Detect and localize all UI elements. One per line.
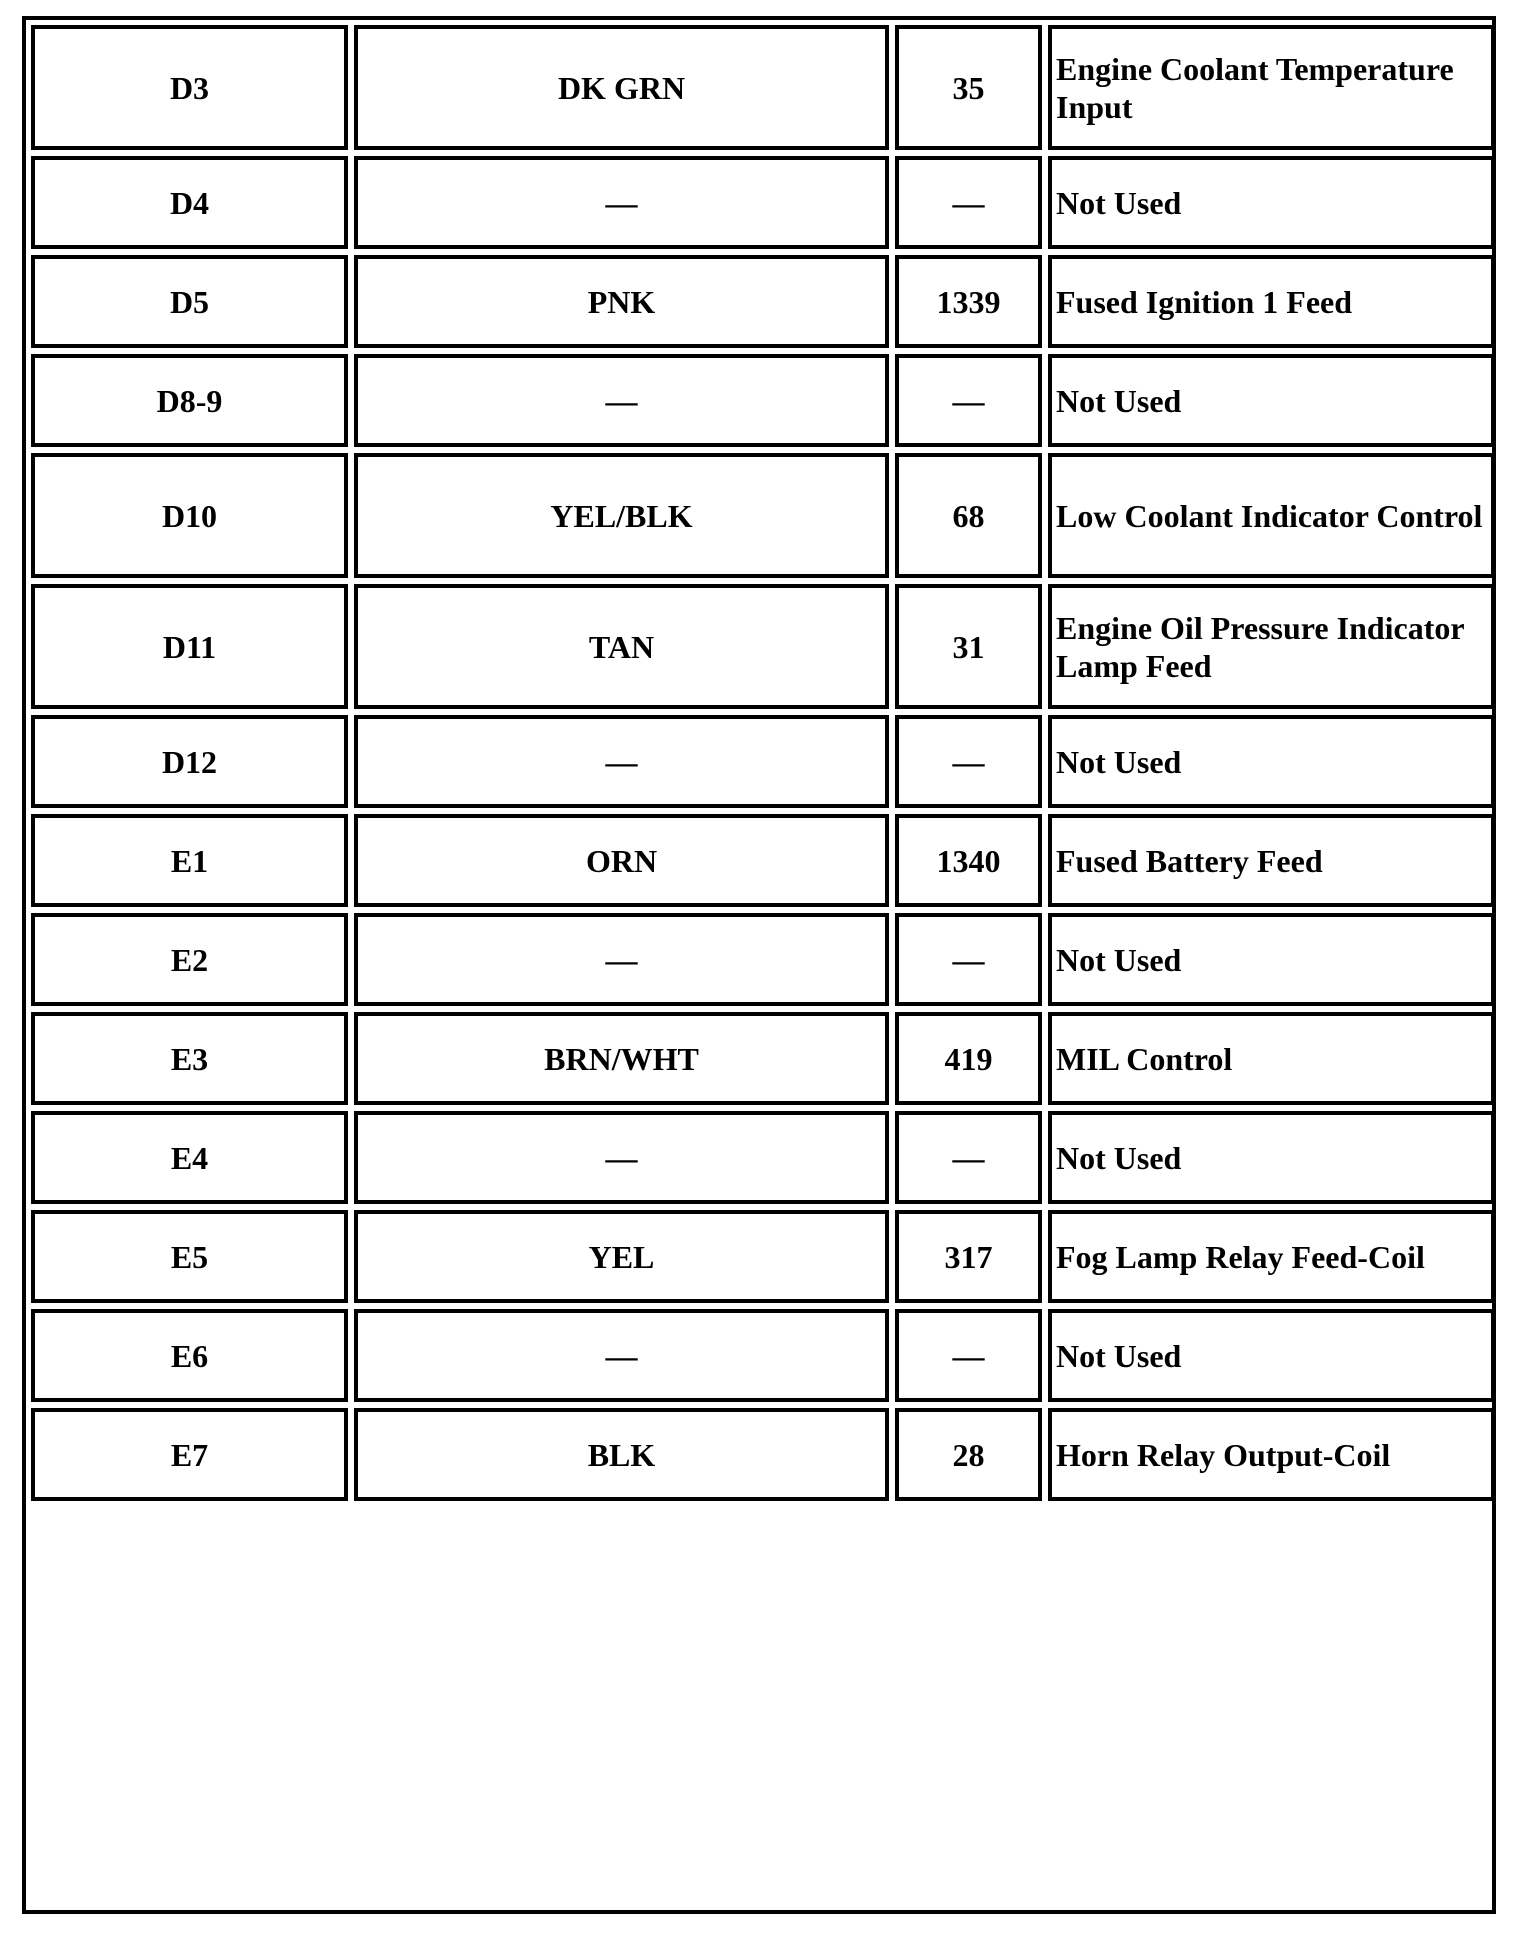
pin-cell: D3 [31, 25, 348, 150]
function-cell: Not Used [1048, 1309, 1495, 1402]
function-cell: MIL Control [1048, 1012, 1495, 1105]
pin-cell: D10 [31, 453, 348, 578]
wire-color-cell: DK GRN [354, 25, 889, 150]
circuit-number-cell: — [895, 1309, 1042, 1402]
table-row [31, 156, 1495, 249]
wire-color-cell: — [354, 354, 889, 447]
function-cell: Fog Lamp Relay Feed-Coil [1048, 1210, 1495, 1303]
table-body [31, 25, 1495, 1501]
function-cell: Low Coolant Indicator Control [1048, 453, 1495, 578]
connector-pinout-table [25, 19, 1501, 1507]
table-row [31, 584, 1495, 709]
pin-cell: D8-9 [31, 354, 348, 447]
wire-color-cell: YEL/BLK [354, 453, 889, 578]
pin-cell: E4 [31, 1111, 348, 1204]
table-row [31, 1111, 1495, 1204]
function-cell: Not Used [1048, 354, 1495, 447]
function-cell: Not Used [1048, 913, 1495, 1006]
function-cell: Fused Battery Feed [1048, 814, 1495, 907]
pin-cell: D5 [31, 255, 348, 348]
wire-color-cell: BLK [354, 1408, 889, 1501]
circuit-number-cell: 28 [895, 1408, 1042, 1501]
wire-color-cell: BRN/WHT [354, 1012, 889, 1105]
circuit-number-cell: 35 [895, 25, 1042, 150]
table-row [31, 453, 1495, 578]
wire-color-cell: — [354, 1111, 889, 1204]
table-row [31, 1210, 1495, 1303]
pin-cell: D12 [31, 715, 348, 808]
table-row [31, 1309, 1495, 1402]
function-cell: Engine Oil Pressure Indicator Lamp Feed [1048, 584, 1495, 709]
pin-cell: E6 [31, 1309, 348, 1402]
function-cell: Engine Coolant Temperature Input [1048, 25, 1495, 150]
circuit-number-cell: 68 [895, 453, 1042, 578]
table-row [31, 25, 1495, 150]
function-cell: Not Used [1048, 715, 1495, 808]
circuit-number-cell: — [895, 354, 1042, 447]
wire-color-cell: YEL [354, 1210, 889, 1303]
wire-color-cell: ORN [354, 814, 889, 907]
wire-color-cell: — [354, 1309, 889, 1402]
wire-color-cell: PNK [354, 255, 889, 348]
pin-cell: E7 [31, 1408, 348, 1501]
pin-cell: D11 [31, 584, 348, 709]
table-row [31, 814, 1495, 907]
pin-cell: E2 [31, 913, 348, 1006]
wire-color-cell: TAN [354, 584, 889, 709]
pin-cell: D4 [31, 156, 348, 249]
wire-color-cell: — [354, 715, 889, 808]
circuit-number-cell: — [895, 913, 1042, 1006]
wire-color-cell: — [354, 913, 889, 1006]
circuit-number-cell: 317 [895, 1210, 1042, 1303]
wire-color-cell: — [354, 156, 889, 249]
table-row [31, 255, 1495, 348]
pin-cell: E5 [31, 1210, 348, 1303]
function-cell: Horn Relay Output-Coil [1048, 1408, 1495, 1501]
circuit-number-cell: 31 [895, 584, 1042, 709]
function-cell: Not Used [1048, 1111, 1495, 1204]
pin-cell: E1 [31, 814, 348, 907]
circuit-number-cell: — [895, 1111, 1042, 1204]
circuit-number-cell: — [895, 156, 1042, 249]
function-cell: Not Used [1048, 156, 1495, 249]
circuit-number-cell: 1339 [895, 255, 1042, 348]
circuit-number-cell: — [895, 715, 1042, 808]
table-row [31, 715, 1495, 808]
function-cell: Fused Ignition 1 Feed [1048, 255, 1495, 348]
pinout-table-frame [22, 16, 1496, 1914]
circuit-number-cell: 1340 [895, 814, 1042, 907]
table-row [31, 1408, 1495, 1501]
pin-cell: E3 [31, 1012, 348, 1105]
table-row [31, 1012, 1495, 1105]
circuit-number-cell: 419 [895, 1012, 1042, 1105]
table-row [31, 354, 1495, 447]
table-row [31, 913, 1495, 1006]
